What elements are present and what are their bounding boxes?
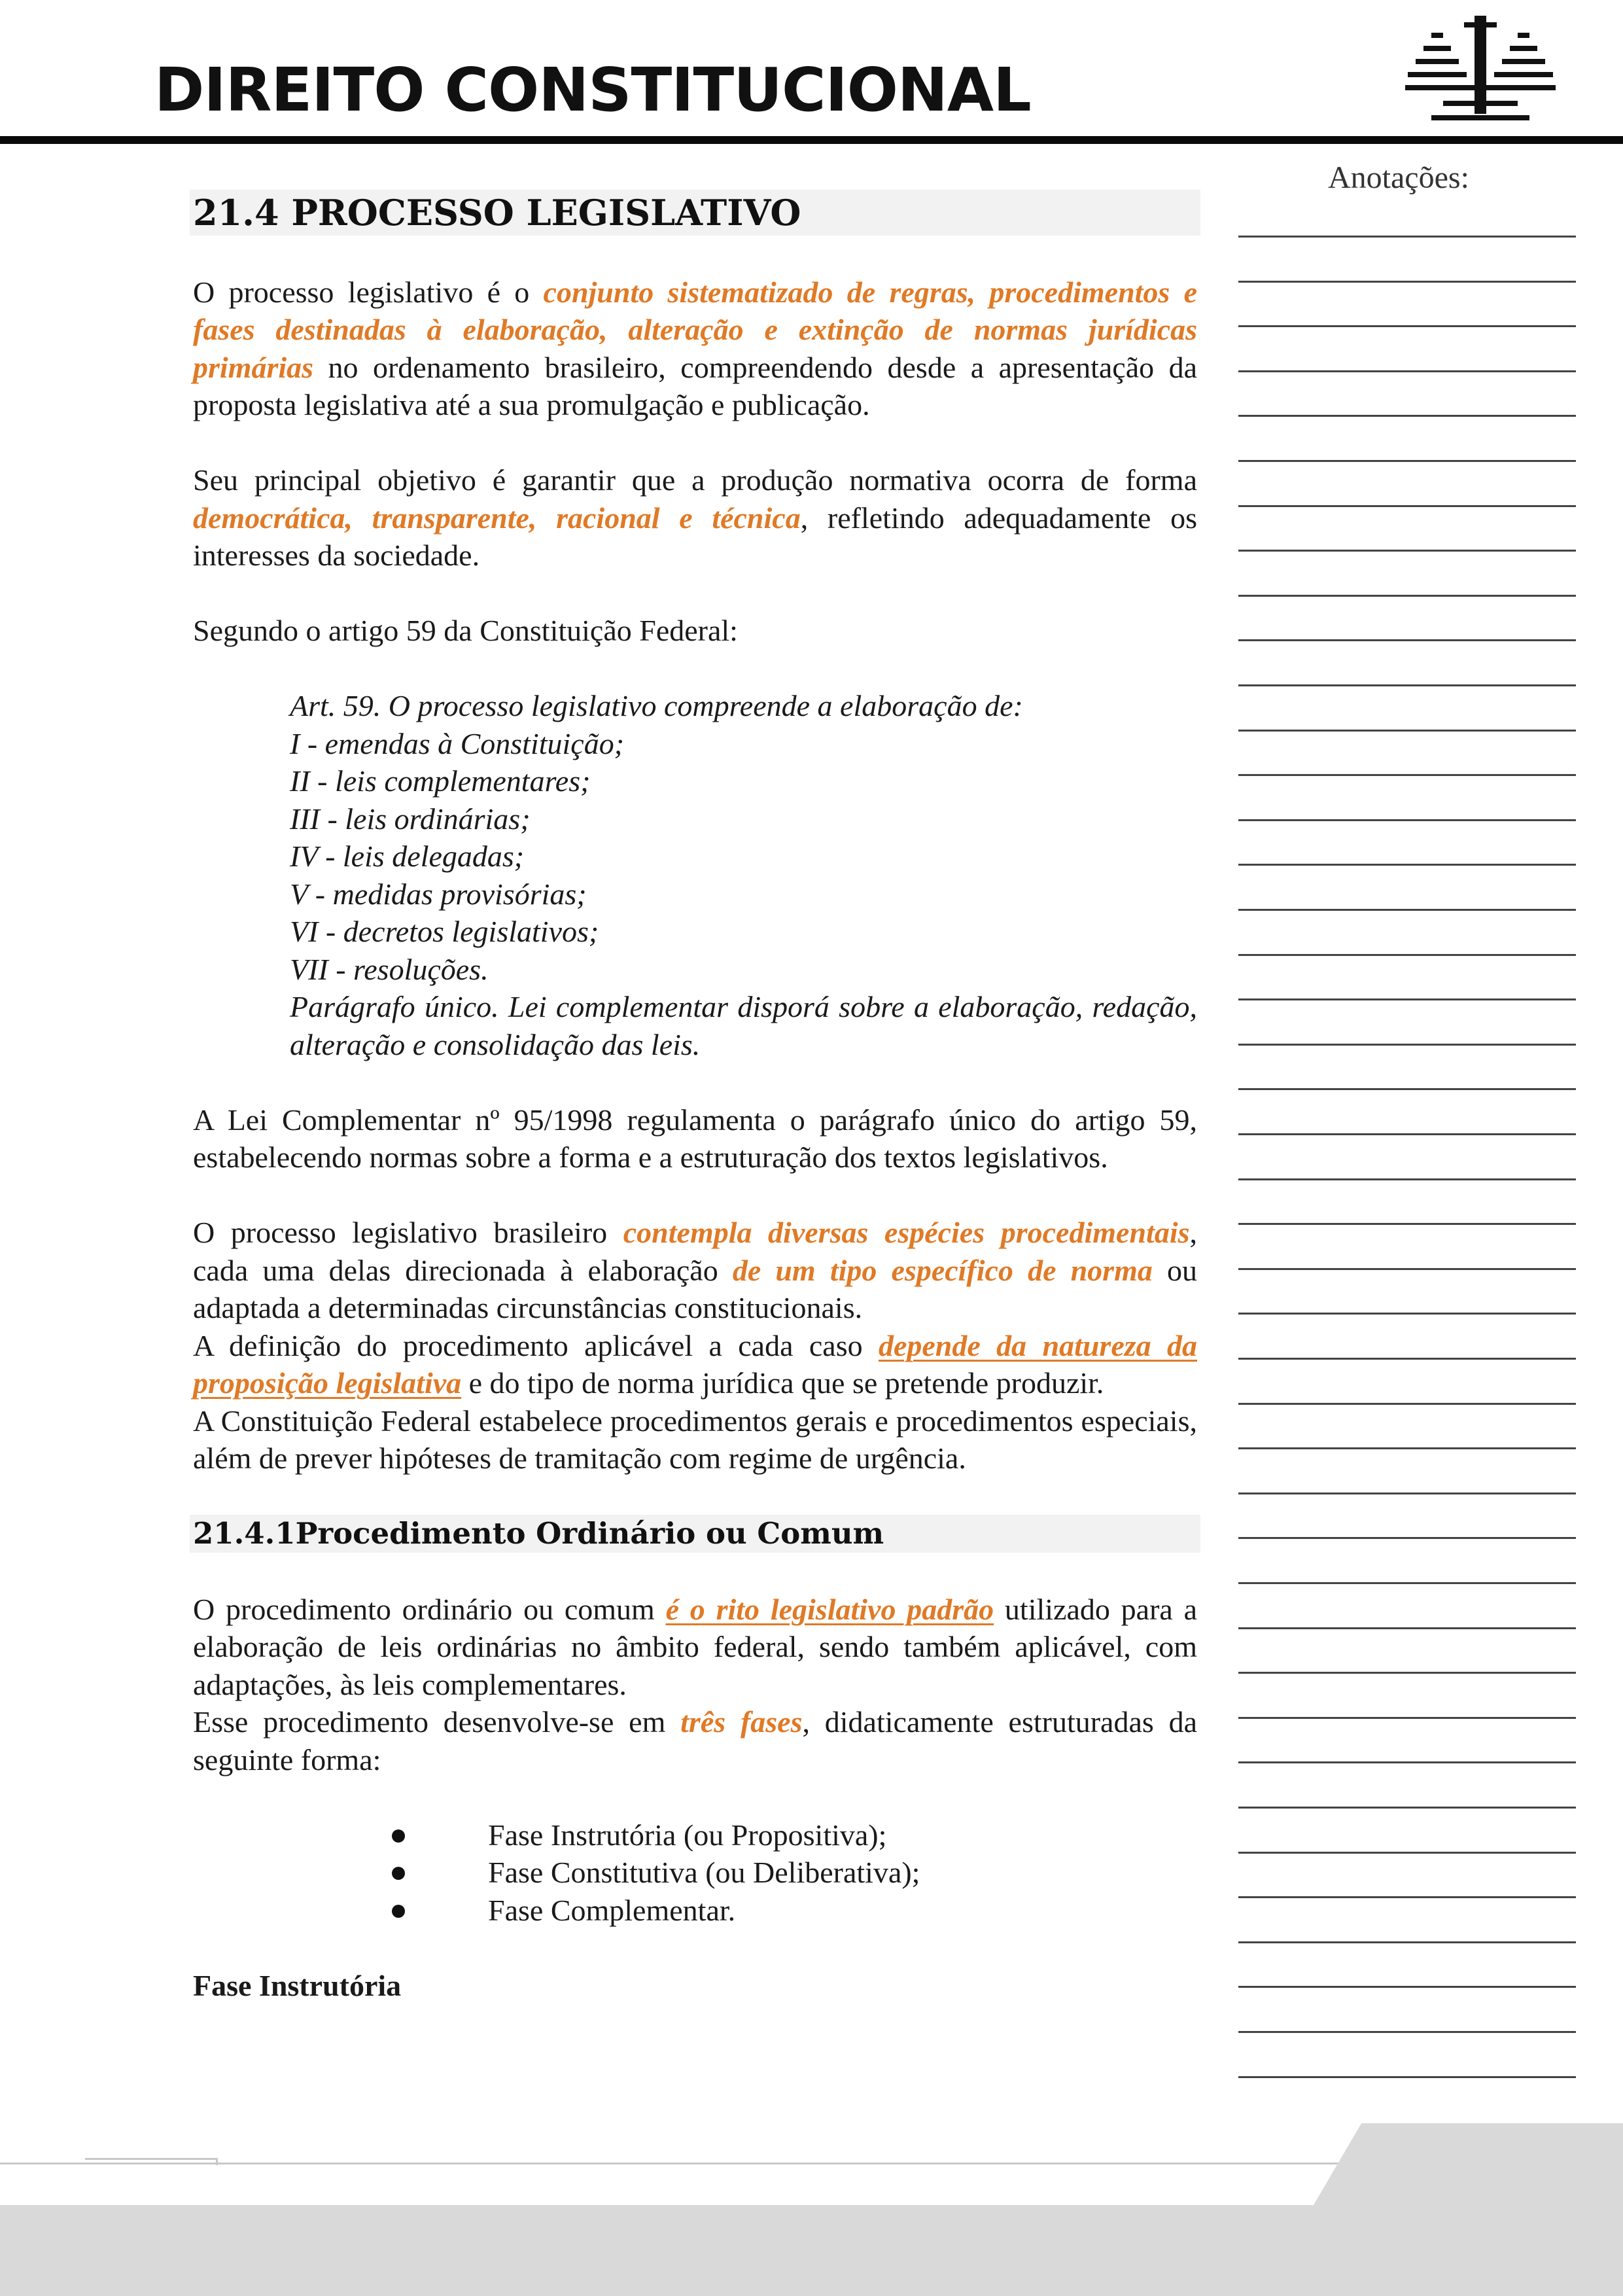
annotation-line xyxy=(1238,325,1576,327)
annotation-line xyxy=(1238,1537,1576,1539)
annotation-line xyxy=(1238,1403,1576,1405)
article-line: I - emendas à Constituição; xyxy=(290,726,625,760)
paragraph: A Constituição Federal estabelece procedimentos gerais e procedimentos especiais, além de prever hipóteses de tramitação com regime de urgência. xyxy=(193,1404,1197,1475)
bullet-icon xyxy=(392,1867,405,1880)
paragraph: A definição do procedimento aplicável a cada caso depende da natureza da proposição legislativa e do tipo de norma jurídica que se pretende produzir. xyxy=(193,1328,1198,1400)
article-quote xyxy=(290,687,1197,1063)
annotation-line xyxy=(1238,730,1576,732)
annotation-line xyxy=(1238,2076,1576,2078)
paragraph: A Lei Complementar nº 95/1998 regulamenta o parágrafo único do artigo 59, estabelecendo normas sobre a forma e a estruturação dos textos legislativos. xyxy=(193,1103,1197,1174)
section-heading: 21.4 PROCESSO LEGISLATIVO xyxy=(190,190,1200,236)
annotation-line xyxy=(1238,998,1576,1000)
bullet-icon xyxy=(392,1829,405,1843)
annotation-line xyxy=(1238,1852,1576,1854)
article-line: VI - decretos legislativos; xyxy=(290,915,599,948)
annotation-line xyxy=(1238,1447,1576,1449)
list-item: Fase Constitutiva (ou Deliberativa); xyxy=(193,1854,1197,1892)
annotation-line xyxy=(1238,864,1576,866)
main-content xyxy=(193,190,1197,2004)
scales-logo-icon xyxy=(1405,16,1556,122)
article-line: Art. 59. O processo legislativo compreende a elaboração de: xyxy=(290,689,1023,722)
annotation-line xyxy=(1238,460,1576,462)
annotation-line xyxy=(1238,1582,1576,1584)
annotation-line xyxy=(1238,639,1576,641)
list-item: Fase Instrutória (ou Propositiva); xyxy=(193,1816,1197,1854)
annotation-line xyxy=(1238,1672,1576,1674)
article-line: II - leis complementares; xyxy=(290,764,591,798)
article-line: VII - resoluções. xyxy=(290,952,489,986)
paragraph: O procedimento ordinário ou comum é o rito legislativo padrão utilizado para a elaboração de leis ordinárias no âmbito federal, sendo também aplicável, com adaptações, às leis complementares. xyxy=(193,1592,1197,1701)
annotation-line xyxy=(1238,550,1576,552)
annotation-line xyxy=(1238,774,1576,776)
annotation-line xyxy=(1238,1313,1576,1315)
paragraph: O processo legislativo brasileiro contempla diversas espécies procedimentais, cada uma delas direcionada à elaboração de um tipo específico de norma ou adaptada a determinadas circunstâncias constitucionais. xyxy=(193,1216,1197,1324)
document-header-title: DIREITO CONSTITUCIONAL xyxy=(154,55,1031,125)
annotation-line xyxy=(1238,1896,1576,1898)
annotation-line xyxy=(1238,909,1576,911)
annotation-line xyxy=(1238,370,1576,372)
annotation-line xyxy=(1238,1627,1576,1629)
paragraph: O processo legislativo é o conjunto sistematizado de regras, procedimentos e fases destinadas à elaboração, alteração e extinção de normas jurídicas primárias no ordenamento brasileiro, compreendendo desde a apresentação da proposta legislativa até a sua promulgação e publicação. xyxy=(193,275,1198,421)
footer-band xyxy=(0,2205,1623,2296)
annotation-line xyxy=(1238,236,1576,238)
phase-list xyxy=(193,1816,1197,1930)
article-line: IV - leis delegadas; xyxy=(290,839,525,873)
annotation-line xyxy=(1238,1358,1576,1360)
footer-line xyxy=(0,2163,1498,2164)
header-rule xyxy=(0,136,1623,144)
paragraph: Seu principal objetivo é garantir que a produção normativa ocorra de forma democrática, transparente, racional e técnica, refletindo adequadamente os interesses da sociedade. xyxy=(193,463,1198,572)
annotation-line xyxy=(1238,1268,1576,1270)
annotation-line xyxy=(1238,1761,1576,1763)
annotation-line xyxy=(1238,684,1576,686)
annotation-line xyxy=(1238,1223,1576,1225)
annotation-line xyxy=(1238,2031,1576,2033)
annotation-line xyxy=(1238,1986,1576,1988)
annotation-line xyxy=(1238,595,1576,597)
annotation-line xyxy=(1238,415,1576,417)
annotation-line xyxy=(1238,1178,1576,1180)
footer-tick xyxy=(85,2158,218,2165)
article-line: V - medidas provisórias; xyxy=(290,877,587,911)
paragraph: Segundo o artigo 59 da Constituição Federal: xyxy=(193,614,738,647)
list-item: Fase Complementar. xyxy=(193,1892,1197,1930)
annotation-line xyxy=(1238,1941,1576,1943)
annotation-line xyxy=(1238,954,1576,956)
article-paragraph: Parágrafo único. Lei complementar disporá sobre a elaboração, redação, alteração e consolidação das leis. xyxy=(290,990,1197,1061)
footer-tab xyxy=(1312,2123,1623,2208)
annotations-title: Anotações: xyxy=(1328,160,1469,195)
annotation-line xyxy=(1238,1088,1576,1090)
annotation-line xyxy=(1238,1133,1576,1135)
bullet-icon xyxy=(392,1905,405,1918)
annotation-line xyxy=(1238,1807,1576,1809)
subsection-heading: 21.4.1Procedimento Ordinário ou Comum xyxy=(190,1515,1200,1553)
phase-subheading: Fase Instrutória xyxy=(193,1968,402,2002)
paragraph: Esse procedimento desenvolve-se em três fases, didaticamente estruturadas da seguinte forma: xyxy=(193,1705,1197,1776)
annotation-line xyxy=(1238,505,1576,507)
annotation-line xyxy=(1238,1044,1576,1046)
annotation-line xyxy=(1238,281,1576,283)
annotation-line xyxy=(1238,819,1576,821)
annotation-line xyxy=(1238,1492,1576,1494)
article-line: III - leis ordinárias; xyxy=(290,802,531,836)
annotation-line xyxy=(1238,1717,1576,1719)
